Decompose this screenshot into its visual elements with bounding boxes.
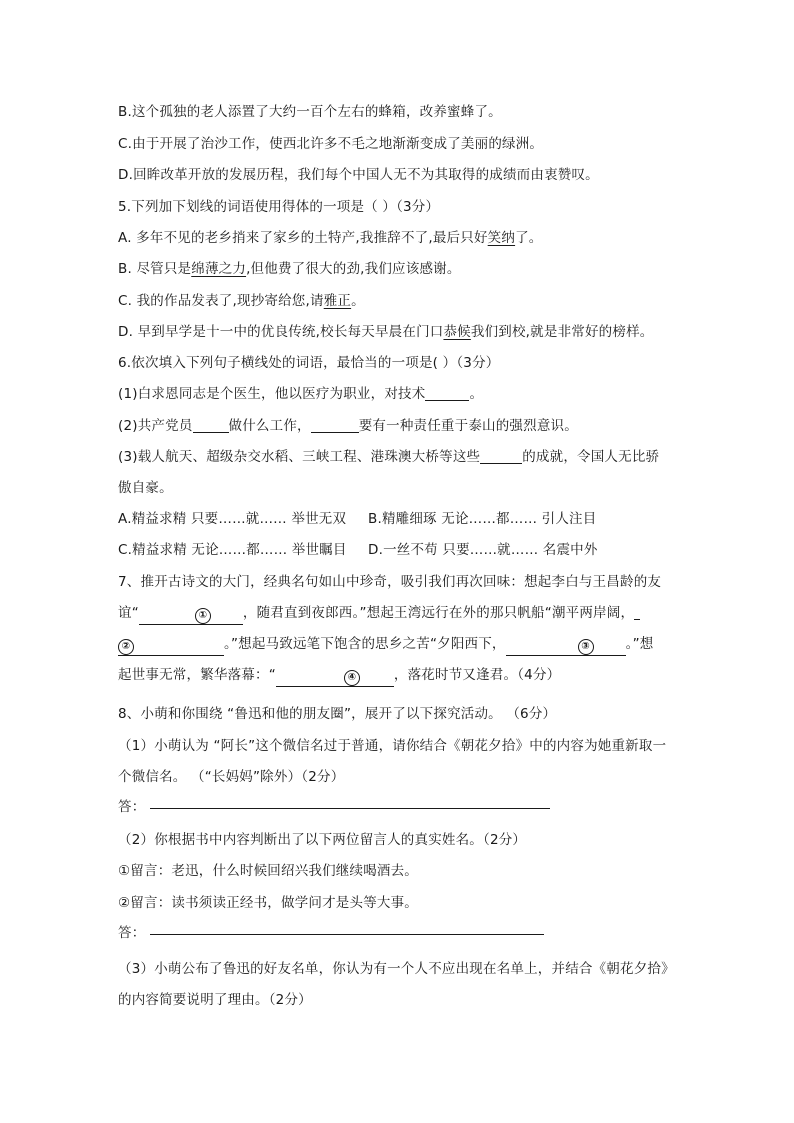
q6-s3-end: 的成就，令国人无比骄: [522, 449, 660, 465]
q4-option-b: B.这个孤独的老人添置了大约一百个左右的蜂箱，改养蜜蜂了。: [118, 104, 502, 120]
q6-s2-text: (2)共产党员: [118, 418, 193, 434]
q6-s3-blank[interactable]: [480, 447, 522, 464]
q8-part-3-cont: 的内容简要说明了理由。（2分）: [118, 992, 312, 1008]
q4-option-d: D.回眸改革开放的发展历程，我们每个中国人无不为其取得的成绩而由衷赞叹。: [118, 167, 599, 183]
q7-l2-end: ，随君直到夜郎西。”想起王湾远行在外的那只帆船“潮平两岸阔，: [242, 605, 635, 621]
q6-s3-text: (3)载人航天、超级杂交水稻、三峡工程、港珠澳大桥等这些: [118, 449, 481, 465]
q6-sentence-2: [118, 416, 578, 436]
q5-option-d: [118, 322, 653, 342]
q6-sentence-1: [118, 384, 483, 404]
q6-option-c: C.精益求精 无论……都…… 举世瞩目: [118, 542, 347, 558]
q8-stem: 8、小萌和你围绕 “鲁迅和他的朋友圈”，展开了以下探究活动。 （6分）: [118, 706, 557, 722]
circle-1-marker: ①: [195, 608, 211, 624]
q7-line-4: [118, 665, 560, 687]
q5-b-underlined: 绵薄之力: [191, 261, 247, 277]
circle-4-marker: ④: [344, 670, 360, 686]
q5-d-underlined: 恭候: [443, 324, 471, 340]
q8-part-1-cont: 个微信名。 （“长妈妈”除外）（2分）: [118, 769, 345, 785]
q5-b-text-end: ,但他费了很大的劲,我们应该感谢。: [246, 261, 461, 277]
q7-line-3: [118, 634, 654, 656]
q6-s2-end: 要有一种责任重于泰山的强烈意识。: [358, 418, 578, 434]
q6-s2-blank-1[interactable]: [193, 416, 229, 433]
q7-l4-text: 起世事无常，繁华落幕：“: [118, 667, 276, 683]
q7-l3-text: 。”想起马致远笔下饱含的思乡之苦“夕阳西下，: [224, 636, 506, 652]
q8-answer-2-line[interactable]: [150, 934, 544, 935]
circle-3-marker: ③: [578, 639, 594, 655]
q8-part-1: （1）小萌认为 “阿长”这个微信名过于普通，请你结合《朝花夕拾》中的内容为她重新取一: [118, 738, 667, 754]
q6-option-d: D.一丝不苟 只要……就…… 名震中外: [368, 542, 598, 558]
q7-blank-2-start[interactable]: [634, 603, 640, 620]
q6-options-cd: [118, 540, 598, 560]
q8-message-2: ②留言：读书须读正经书，做学问才是头等大事。: [118, 895, 419, 911]
circle-2-marker: ②: [118, 639, 134, 655]
q6-s1-text: (1)白求恩同志是个医生，他以医疗为职业，对技术: [118, 386, 426, 402]
q5-a-text-end: 了。: [515, 230, 543, 246]
q6-s2-mid: 做什么工作，: [228, 418, 311, 434]
q7-line-1: 7、推开古诗文的大门，经典名句如山中珍奇，吸引我们再次回味：想起李白与王昌龄的友: [118, 574, 662, 590]
q7-blank-4[interactable]: [276, 668, 394, 687]
q5-c-text: C. 我的作品发表了,现抄寄给您,请: [118, 293, 324, 309]
q5-option-a: [118, 228, 542, 248]
q7-blank-1[interactable]: [139, 606, 243, 625]
q8-message-1: ①留言：老迅，什么时候回绍兴我们继续喝酒去。: [118, 863, 419, 879]
q6-sentence-3-cont: 傲自豪。: [118, 480, 173, 496]
q5-a-text: A. 多年不见的老乡捎来了家乡的土特产,我推辞不了,最后只好: [118, 230, 488, 246]
q7-line-2: [118, 603, 640, 625]
q6-option-a: A.精益求精 只要……就…… 举世无双: [118, 511, 347, 527]
q7-l3-end: 。”想: [625, 636, 654, 652]
q7-blank-3[interactable]: [506, 637, 626, 656]
q6-stem: 6.依次填入下列句子横线处的词语，最恰当的一项是( ）（3分）: [118, 355, 500, 371]
q8-answer-1-label: 答：: [118, 799, 146, 815]
q5-b-text: B. 尽管只是: [118, 261, 192, 277]
q5-option-c: [118, 291, 365, 311]
q5-c-underlined: 雅正: [323, 293, 352, 309]
q8-part-2: （2）你根据书中内容判断出了以下两位留言人的真实姓名。（2分）: [118, 832, 527, 848]
q8-part-3: （3）小萌公布了鲁迅的好友名单，你认为有一个人不应出现在名单上，并结合《朝花夕拾》: [118, 961, 675, 977]
q8-answer-2-label: 答：: [118, 925, 146, 941]
q6-option-b: B.精雕细琢 无论……都…… 引人注目: [368, 511, 597, 527]
q5-d-text-end: 我们到校,就是非常好的榜样。: [470, 324, 654, 340]
q7-l2-text: 谊“: [118, 605, 139, 621]
q7-l4-end: ，落花时节又逢君。（4分）: [393, 667, 561, 683]
q6-s2-blank-2[interactable]: [311, 416, 359, 433]
q5-a-underlined: 笑纳: [487, 230, 516, 246]
q5-stem: 5.下列加下划线的词语使用得体的一项是（ ）（3分）: [118, 199, 440, 215]
q5-d-text: D. 早到早学是十一中的优良传统,校长每天早晨在门口: [118, 324, 444, 340]
q6-sentence-3: [118, 447, 659, 467]
q4-option-c: C.由于开展了治沙工作，使西北许多不毛之地渐渐变成了美丽的绿洲。: [118, 136, 544, 152]
q5-c-text-end: 。: [351, 293, 365, 309]
q6-s1-blank[interactable]: [425, 384, 469, 401]
q7-blank-2[interactable]: [118, 637, 224, 656]
q5-option-b: [118, 259, 461, 279]
q6-s1-end: 。: [469, 386, 484, 402]
q6-options-ab: [118, 509, 596, 529]
q8-answer-1-line[interactable]: [150, 808, 550, 809]
